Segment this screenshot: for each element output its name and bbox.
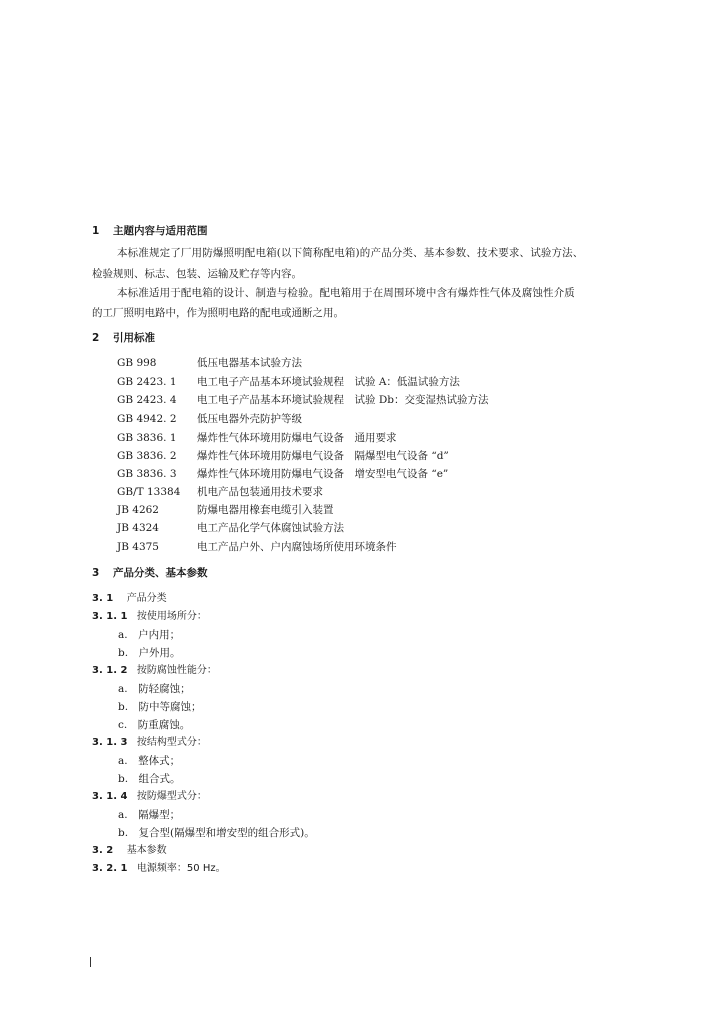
reference-title: 电工电子产品基本环境试验规程 试验 Db：交变湿热试验方法 bbox=[197, 394, 489, 406]
section-3-1-4-title: 按防爆型式分： bbox=[136, 791, 207, 802]
section-3-1-title: 产品分类 bbox=[126, 593, 167, 604]
reference-code: GB 3836. 3 bbox=[117, 468, 177, 480]
list-item: b. 组合式。 bbox=[118, 773, 181, 785]
reference-code: JB 4262 bbox=[117, 504, 159, 516]
section-3-1-4-number: 3. 1. 4 bbox=[92, 791, 128, 802]
reference-title: 爆炸性气体环境用防爆电气设备 隔爆型电气设备 “d” bbox=[197, 450, 449, 462]
section-3-2-1-text: 电源频率：50 Hz。 bbox=[136, 863, 226, 874]
section-2-heading bbox=[92, 331, 155, 345]
reference-code: GB 3836. 2 bbox=[117, 450, 177, 462]
reference-code: GB 3836. 1 bbox=[117, 432, 177, 444]
list-item: c. 防重腐蚀。 bbox=[118, 719, 191, 731]
section-1-para-2-line-2: 的工厂照明电路中，作为照明电路的配电或通断之用。 bbox=[92, 307, 344, 319]
section-3-1-1-number: 3. 1. 1 bbox=[92, 611, 128, 622]
section-3-1-3-heading bbox=[92, 736, 207, 750]
section-3-title: 产品分类、基本参数 bbox=[112, 567, 208, 579]
section-3-number: 3 bbox=[92, 567, 100, 579]
section-3-1-1-heading bbox=[92, 610, 207, 624]
section-3-2-1-number: 3. 2. 1 bbox=[92, 863, 128, 874]
section-2-number: 2 bbox=[92, 332, 100, 344]
section-3-1-3-title: 按结构型式分： bbox=[136, 737, 207, 748]
section-3-1-1-title: 按使用场所分： bbox=[136, 611, 207, 622]
list-item: b. 户外用。 bbox=[118, 647, 181, 659]
section-2-title: 引用标准 bbox=[112, 332, 155, 344]
section-3-1-number: 3. 1 bbox=[92, 593, 114, 604]
list-item: a. 户内用； bbox=[118, 629, 181, 641]
reference-title: 爆炸性气体环境用防爆电气设备 通用要求 bbox=[197, 432, 397, 444]
list-item: a. 防轻腐蚀； bbox=[118, 683, 191, 695]
section-1-title: 主题内容与适用范围 bbox=[112, 225, 208, 237]
section-3-2-title: 基本参数 bbox=[126, 845, 167, 856]
section-3-1-2-heading bbox=[92, 664, 217, 678]
section-3-1-4-heading bbox=[92, 790, 207, 804]
list-item: a. 隔爆型； bbox=[118, 809, 181, 821]
reference-title: 低压电器基本试验方法 bbox=[197, 357, 302, 369]
page-edge-mark bbox=[90, 957, 91, 967]
section-3-1-3-number: 3. 1. 3 bbox=[92, 737, 128, 748]
reference-title: 防爆电器用橡套电缆引入装置 bbox=[197, 504, 334, 516]
section-3-2-heading bbox=[92, 844, 167, 858]
list-item: b. 防中等腐蚀； bbox=[118, 701, 202, 713]
list-item: b. 复合型(隔爆型和增安型的组合形式)。 bbox=[118, 827, 315, 839]
list-item: a. 整体式； bbox=[118, 755, 181, 767]
section-1-para-2-line-1: 本标准适用于配电箱的设计、制造与检验。配电箱用于在周围环境中含有爆炸性气体及腐蚀性介质 bbox=[117, 287, 575, 299]
section-1-heading bbox=[92, 224, 207, 238]
reference-code: JB 4375 bbox=[117, 541, 159, 553]
section-1-para-1-line-2: 检验规则、标志、包装、运输及贮存等内容。 bbox=[92, 268, 302, 280]
reference-code: GB 998 bbox=[117, 357, 157, 369]
reference-title: 电工电子产品基本环境试验规程 试验 A：低温试验方法 bbox=[197, 376, 460, 388]
section-3-1-heading bbox=[92, 592, 167, 606]
reference-title: 机电产品包装通用技术要求 bbox=[197, 486, 323, 498]
section-1-para-1-line-1: 本标准规定了厂用防爆照明配电箱(以下简称配电箱)的产品分类、基本参数、技术要求、试验方法、 bbox=[117, 247, 584, 259]
reference-title: 电工产品化学气体腐蚀试验方法 bbox=[197, 522, 344, 534]
section-3-1-2-title: 按防腐蚀性能分： bbox=[136, 665, 217, 676]
section-1-number: 1 bbox=[92, 225, 100, 237]
reference-title: 爆炸性气体环境用防爆电气设备 增安型电气设备 “e” bbox=[197, 468, 449, 480]
section-3-2-1-heading bbox=[92, 862, 226, 876]
reference-code: JB 4324 bbox=[117, 522, 159, 534]
section-3-2-number: 3. 2 bbox=[92, 845, 114, 856]
reference-title: 电工产品户外、户内腐蚀场所使用环境条件 bbox=[197, 541, 397, 553]
reference-code: GB 2423. 1 bbox=[117, 376, 177, 388]
reference-code: GB 2423. 4 bbox=[117, 394, 177, 406]
reference-title: 低压电器外壳防护等级 bbox=[197, 413, 302, 425]
section-3-1-2-number: 3. 1. 2 bbox=[92, 665, 128, 676]
reference-code: GB/T 13384 bbox=[117, 486, 181, 498]
section-3-heading bbox=[92, 566, 207, 580]
reference-code: GB 4942. 2 bbox=[117, 413, 177, 425]
